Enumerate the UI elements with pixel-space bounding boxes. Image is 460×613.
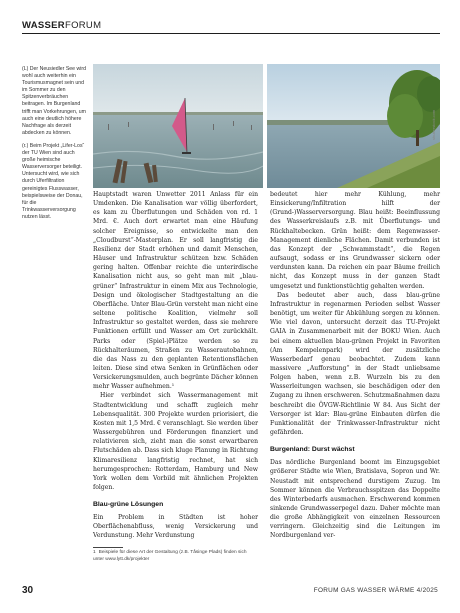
header-rule [22, 33, 440, 34]
col2-paragraph-3: Das nördliche Burgenland boomt im Einzugsgebiet größerer Städte wie Wien, Bratislava, Sopron und Wr. Neustadt mit entsprechend durstigem Zuzug. Im Sommer können die Verbrauchsspitzen das Doppelte des Winterbedarfs ausmachen. Erschwerend kommen sinkende Grundwasserpegel dazu. Daher möchte man die große Abhängigkeit von einzelnen Ressourcen verringern. Gleichzeitig sind die Leitungen im Nordburgenland ver- [270, 459, 440, 540]
header-brand-bold: WASSER [22, 20, 65, 31]
page-number: 30 [22, 585, 34, 596]
photo-riverbank [267, 64, 440, 188]
col2-paragraph-2: Das bedeutet aber auch, dass blau-grüne Infrastruktur in regenarmen Perioden selbst Wasser benötigt, um weiter für Abkühlung sorgen zu können. Wie viel davon, untersucht derzeit das TU-Projekt GAIA in Zusammenarbeit mit der BOKU Wien. Auch bei einem aktuellen blau-grünen Projekt in Favoriten (Am Kempelenpark) wird der zusätzliche Wasserbedarf genau beobachtet. Zudem kann massivere „Aufforstung“ in der Stadt unliebsame Folgen haben, wenn z.B. Wurzeln bis zu den Wasserleitungen wachsen, sie beschädigen oder den Zugang zu ihnen erschweren. Schutzmaßnahmen dazu beschreibt die ÖVGW-Richtlinie W 84. Aus Sicht der Versorger ist klar: Blau-grüne Einbauten dürfen die Funktionalität der Trinkwasser-Infrastruktur nicht gefährden. [270, 291, 440, 437]
header-brand-light: FORUM [64, 20, 102, 31]
article-column-1 [93, 190, 258, 563]
subhead-blau-gruen: Blau-grüne Lösungen [93, 501, 164, 509]
section-header [22, 20, 101, 31]
footnote-text: Beispiele für diese Art der Gestaltung (z.B. Tåsinge Plads) finden sich unter www.lytt.dk/projekter [93, 550, 247, 562]
col2-paragraph-1: bedeutet hier mehr Kühlung, mehr Einsickerung/Infiltration hilft der (Grund-)Wasserversorgung. Blau heißt: Beeinflussung des Wasserkreislaufs z.B. mit Überflutungs- und Rückhaltebecken. Grün heißt: dem Regenwasser-Management dienliche Flächen. Damit verbunden ist das Konzept der „Schwammstadt“, die Regen aufsaugt, sodass er ins Grundwasser sickern oder verdunsten kann. Da reichen ein paar Bäume freilich nicht, das Konzept muss in der ganzen Stadt umgesetzt und funktionstüchtig gehalten werden. [270, 191, 440, 290]
caption-right: (r.) Beim Projekt „Lifer-Los“ der TU Wien sind auch große heimische Wasserversorger beteiligt. Untersucht wird, wie sich durch Uferfiltration gereinigtes Flusswasser, beispielsweise der Donau, für die Trinkwasserversorgung nutzen lässt. [22, 142, 85, 220]
footnote-number: 1 [93, 550, 96, 556]
col1-paragraph-1: Hauptstadt waren Unwetter 2011 Anlass für ein Umdenken. Die Kanalisation war völlig überfordert, es kam zu Überflutungen und Schäden von rd. 1 Mrd. €. Auch dort erwartet man eine Häufung solcher Ereignisse, so entwickelte man den „Cloudburst“-Masterplan. Er soll langfristig die Resilienz der Stadt erhöhen und damit Menschen, Häuser und Infrastruktur schützen bzw. Schäden gering halten. Offenbar reichte die unterirdische Kanalisation nicht aus, so geht man mit „blau-grüner“ Infrastruktur in einem Mix aus Technologie, Design und ökologischer Stadtgestaltung an die Oberfläche. Unter Blau-Grün versteht man nicht eine seltene politische Koalition, vielmehr soll Infrastruktur so gestaltet werden, dass sie mehrere Funktionen erfüllt und Wasser am Ort zurückhält. Parks oder (Spiel-)Plätze werden so zu Rückhalteräumen, Straßen zu Wasserautobahnen, die das Nass zu den geplanten Retentionsflächen leiten. Diese sind etwa Senken in Grünflächen oder Versickerungsmulden, auch begrünte Dächer können mehr Wasser aufnehmen.¹ [93, 191, 258, 391]
photo-credit: shutterstock.com [431, 109, 436, 140]
col1-paragraph-3: Ein Problem in Städten ist hoher Oberflächenabfluss, wenig Versickerung und Verdunstung. Mehr Verdunstung [93, 514, 258, 540]
footnote [93, 550, 258, 563]
publication-footer: FORUM GAS WASSER WÄRME 4/2025 [313, 587, 438, 594]
photo-lake-windsurfer [93, 64, 263, 188]
subhead-burgenland: Burgenland: Durst wächst [270, 446, 355, 454]
caption-column [22, 66, 86, 227]
article-column-2 [270, 190, 440, 541]
caption-left: (L) Der Neusiedler See wird wohl auch weiterhin ein Tourismusmagnet sein und im Sommer zu den Spitzenverbräuchen beitragen. Im Burgenland trifft man Vorkehrungen, um auch eine deutlich höhere Nachfrage als derzeit abdecken zu können. [22, 66, 87, 136]
col1-paragraph-2: Hier verbindet sich Wassermanagement mit Stadtentwicklung und schafft zugleich mehr Lebensqualität. 300 Projekte wurden priorisiert, die Kosten mit 1,5 Mrd. € veranschlagt. Sie werden über Wassergebühren und Förderungen finanziert und relativieren sich, zieht man die sonst erwartbaren Flutschäden ab. Dass sich kluge Planung in Richtung Klimaresilienz langfristig rechnet, hat sich herumgesprochen: Rotterdam, Hamburg und New York wollen dem Vorbild mit ähnlichen Projekten folgen. [93, 392, 258, 491]
footnote-rule [93, 547, 123, 548]
